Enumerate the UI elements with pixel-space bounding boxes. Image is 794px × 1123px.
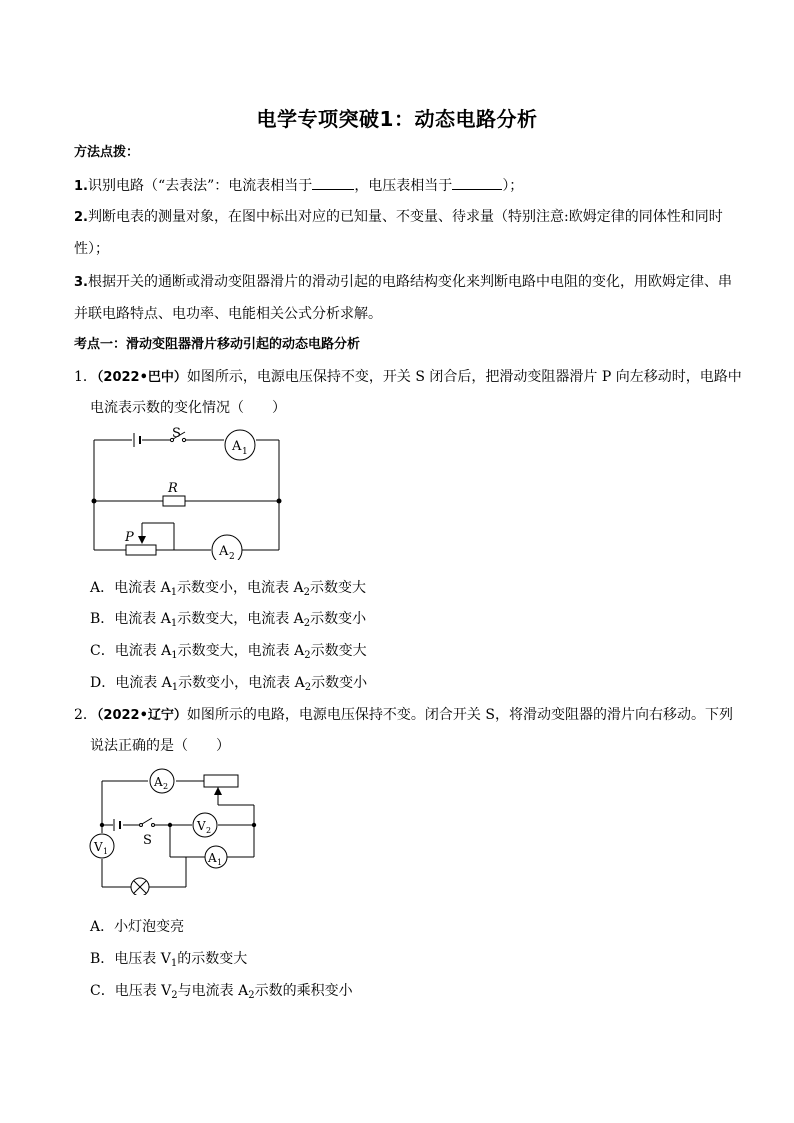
resistor-label: R [168,481,178,496]
q1-circuit-diagram [88,425,288,560]
resistor-icon [163,496,185,506]
slider-arrow-icon [214,787,222,795]
q1-stem: 1．（2022•巴中）如图所示，电源电压保持不变，开关 S 闭合后，把滑动变阻器滑片 P 向左移动时，电路中 [74,369,742,385]
q1-option-c[interactable]: C．电流表 $A_1$示数变大，电流表 $A_2$示数变大 [90,643,367,661]
method-heading: 方法点拨： [74,145,140,160]
q1-option-b[interactable]: B．电流表 $A_1$示数变大，电流表 $A_2$示数变小 [90,611,367,629]
switch-label: S [172,426,181,441]
q2-option-a[interactable]: A．小灯泡变亮 [90,919,185,935]
svg-text:V: V [197,819,206,833]
ammeter-a2-icon [212,535,242,560]
method-item-2-cont: 性）； [74,241,109,257]
section-heading-1: 考点一：滑动变阻器滑片移动引起的动态电路分析 [74,337,361,352]
slider-label: P [125,530,134,545]
svg-text:A: A [232,439,242,454]
blank-1 [312,176,354,190]
ammeter-a2-icon [150,769,174,793]
blank-2 [452,176,502,190]
switch-label: S [143,833,152,848]
method-item-3-cont: 并联电路特点、电功率、电能相关公式分析求解。 [74,306,382,322]
voltmeter-v1-icon [90,834,114,858]
method-item-2: 2.判断电表的测量对象，在图中标出对应的已知量、不变量、待求量（特别注意:欧姆定律的同体性和同时 [74,209,723,225]
svg-text:1: 1 [242,447,248,457]
q2-option-c[interactable]: C．电压表 $V_2$与电流表 $A_2$示数的乘积变小 [90,983,353,1001]
rheostat-icon [126,545,156,555]
svg-text:2: 2 [206,826,212,835]
rheostat-icon [204,775,238,787]
battery-icon [134,433,140,447]
svg-text:2: 2 [229,552,235,560]
lamp-icon [131,878,149,895]
q1-option-d[interactable]: D．电流表 $A_1$示数变小，电流表 $A_2$示数变小 [90,675,368,693]
page-title: 电学专项突破1：动态电路分析 [256,107,538,131]
svg-text:A: A [208,851,217,865]
q2-stem-cont: 说法正确的是（ ） [90,738,230,754]
q2-stem: 2．（2022•辽宁）如图所示的电路，电源电压保持不变。闭合开关 S，将滑动变阻器的滑片向右移动。下列 [74,707,733,723]
svg-text:A: A [219,544,229,559]
q1-stem-cont: 电流表示数的变化情况（ ） [90,400,286,416]
q2-circuit-diagram [86,765,266,895]
battery-icon [114,819,120,831]
switch-icon [140,818,155,827]
method-item-1: 1.识别电路（“去表法”：电流表相当于 ，电压表相当于 ）； [74,178,524,194]
method-item-3: 3.根据开关的通断或滑动变阻器滑片的滑动引起的电路结构变化来判断电路中电阻的变化，用欧姆定律、串 [74,274,732,290]
svg-text:A: A [154,775,163,789]
q1-option-a[interactable]: A．电流表 $A_1$示数变小，电流表 $A_2$示数变大 [90,580,366,598]
q2-option-b[interactable]: B．电压表 $V_1$的示数变大 [90,951,248,969]
svg-text:V: V [94,840,103,854]
ammeter-a1-icon [225,430,255,460]
slider-arrow-icon [138,536,146,544]
svg-text:2: 2 [163,782,169,791]
svg-text:1: 1 [103,847,109,856]
voltmeter-v2-icon [193,813,217,837]
svg-text:1: 1 [217,858,223,867]
ammeter-a1-icon [205,846,227,868]
